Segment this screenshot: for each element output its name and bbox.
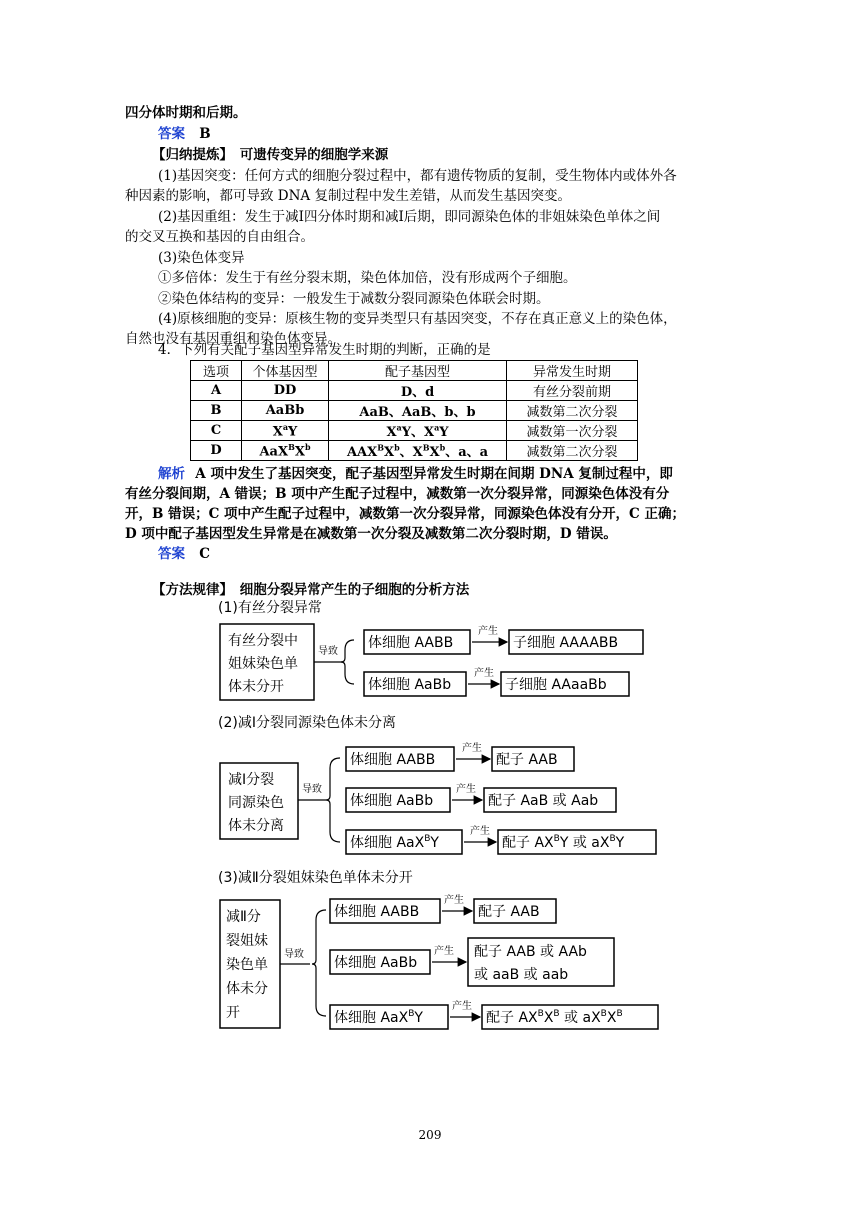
result-label: 或 aaB 或 aab bbox=[474, 967, 569, 983]
cause-line: 裂姐妹 bbox=[226, 933, 268, 949]
question-4: 4．下列有关配子基因型异常发生时期的判断，正确的是 bbox=[158, 342, 491, 358]
table-cell: D、d bbox=[329, 381, 507, 401]
cause-line: 减Ⅰ分裂 bbox=[228, 772, 275, 788]
result-label: 子细胞 AAaaBb bbox=[505, 677, 607, 693]
lead-label: 导致 bbox=[302, 784, 322, 795]
text-line: (4)原核细胞的变异：原核生物的变异类型只有基因突变，不存在真正意义上的染色体， bbox=[158, 311, 677, 327]
brace bbox=[341, 640, 354, 684]
text-line: (2)基因重组：发生于减Ⅰ四分体时期和减Ⅰ后期，即同源染色体的非姐妹染色单体之间 bbox=[158, 209, 661, 225]
table-cell: DD bbox=[242, 381, 329, 401]
table-header: 选项 bbox=[191, 361, 242, 381]
table-cell: 减数第二次分裂 bbox=[507, 401, 638, 421]
body-cell-label: 体细胞 AaBb bbox=[334, 955, 418, 971]
diagram-2-title: (2)减Ⅰ分裂同源染色体未分离 bbox=[218, 715, 396, 731]
answer-label: 答案 bbox=[158, 546, 185, 562]
text-line: 有丝分裂间期，A 错误；B 项中产生配子过程中，减数第一次分裂异常，同源染色体没有分 bbox=[125, 486, 670, 502]
produce-label: 产生 bbox=[434, 946, 454, 957]
body-cell-label: 体细胞 AaX$^B$Y bbox=[334, 1009, 423, 1026]
result-label: 配子 AAB bbox=[496, 752, 558, 768]
analysis-text: A 项中发生了基因突变，配子基因型异常发生时期在间期 DNA 复制过程中，即 bbox=[195, 466, 673, 482]
table-cell: C bbox=[191, 421, 242, 441]
text-line: ①多倍体：发生于有丝分裂末期，染色体加倍，没有形成两个子细胞。 bbox=[158, 270, 577, 286]
produce-label: 产生 bbox=[462, 743, 482, 754]
cause-line: 体未分离 bbox=[228, 818, 284, 834]
table-cell: AaBb bbox=[242, 401, 329, 421]
table-cell: $AaX^BX^b$ bbox=[242, 441, 329, 461]
table-cell: 减数第一次分裂 bbox=[507, 421, 638, 441]
body-cell-label: 体细胞 AaX$^B$Y bbox=[350, 834, 439, 851]
text-line: 开，B 错误；C 项中产生配子过程中，减数第一次分裂异常，同源染色体没有分开，C 正确； bbox=[125, 506, 685, 522]
result-label: 配子 AaB 或 Aab bbox=[488, 793, 599, 809]
body-cell-label: 体细胞 AABB bbox=[350, 752, 436, 768]
text-line: (3)染色体变异 bbox=[158, 250, 245, 266]
table-cell: $X^aY$、$X^aY$ bbox=[329, 421, 507, 441]
page-number: 209 bbox=[418, 1128, 442, 1142]
brace bbox=[312, 910, 326, 1016]
table-header: 个体基因型 bbox=[242, 361, 329, 381]
diagram-1-title: (1)有丝分裂异常 bbox=[218, 600, 322, 616]
table-cell: A bbox=[191, 381, 242, 401]
body-cell-label: 体细胞 AaBb bbox=[350, 793, 434, 809]
result-label: 配子 AAB 或 AAb bbox=[474, 944, 587, 960]
method-title: 【方法规律】 细胞分裂异常产生的子细胞的分析方法 bbox=[152, 582, 470, 598]
cause-line: 减Ⅱ分 bbox=[226, 909, 261, 925]
table-header: 异常发生时期 bbox=[507, 361, 638, 381]
table-cell: AaB、AaB、b、b bbox=[329, 401, 507, 421]
answer-value: C bbox=[199, 546, 211, 562]
lead-label: 导致 bbox=[318, 646, 338, 657]
cause-line: 体未分 bbox=[226, 981, 268, 997]
brace bbox=[326, 758, 340, 842]
table-cell: D bbox=[191, 441, 242, 461]
produce-label: 产生 bbox=[452, 1001, 472, 1012]
produce-label: 产生 bbox=[470, 826, 490, 837]
summary-title: 【归纳提炼】 可遗传变异的细胞学来源 bbox=[152, 147, 389, 163]
cause-line: 开 bbox=[226, 1005, 240, 1021]
table-cell: 有丝分裂前期 bbox=[507, 381, 638, 401]
text-line: ②染色体结构的变异：一般发生于减数分裂同源染色体联会时期。 bbox=[158, 291, 550, 307]
body-cell-label: 体细胞 AABB bbox=[368, 635, 454, 651]
table-cell: 减数第二次分裂 bbox=[507, 441, 638, 461]
answer-label: 答案 bbox=[158, 126, 185, 142]
cause-line: 染色单 bbox=[226, 957, 268, 973]
lead-label: 导致 bbox=[284, 949, 304, 960]
result-label: 子细胞 AAAABB bbox=[513, 635, 619, 651]
body-cell-label: 体细胞 AaBb bbox=[368, 677, 452, 693]
text-line: 种因素的影响，都可导致 DNA 复制过程中发生差错，从而发生基因突变。 bbox=[125, 188, 571, 204]
diagram-3-title: (3)减Ⅱ分裂姐妹染色单体未分开 bbox=[218, 870, 413, 886]
text-line: (1)基因突变：任何方式的细胞分裂过程中，都有遗传物质的复制，受生物体内或体外各 bbox=[158, 168, 677, 184]
analysis-label: 解析 bbox=[158, 466, 185, 482]
result-label: 配子 $AX^BY$ 或 $aX^BY$ bbox=[502, 834, 625, 851]
cause-line: 姐妹染色单 bbox=[228, 656, 298, 672]
text-line: 自然也没有基因重组和染色体变异。 bbox=[125, 331, 341, 347]
table-cell: $AAX^BX^b$、$X^BX^b$、a、a bbox=[329, 441, 507, 461]
cause-line: 同源染色 bbox=[228, 795, 284, 811]
produce-label: 产生 bbox=[444, 895, 464, 906]
text-line: 四分体时期和后期。 bbox=[125, 105, 247, 121]
produce-label: 产生 bbox=[474, 668, 494, 679]
cause-line: 体未分开 bbox=[228, 679, 284, 695]
cause-line: 有丝分裂中 bbox=[228, 633, 298, 649]
text-line: D 项中配子基因型发生异常是在减数第一次分裂及减数第二次分裂时期，D 错误。 bbox=[125, 526, 617, 542]
result-label: 配子 $AX^BX^B$ 或 $aX^BX^B$ bbox=[486, 1009, 623, 1026]
result-label: 配子 AAB bbox=[478, 904, 540, 920]
table-header: 配子基因型 bbox=[329, 361, 507, 381]
text-line: 的交叉互换和基因的自由组合。 bbox=[125, 229, 314, 245]
body-cell-label: 体细胞 AABB bbox=[334, 904, 420, 920]
produce-label: 产生 bbox=[478, 626, 498, 637]
produce-label: 产生 bbox=[456, 784, 476, 795]
table-cell: B bbox=[191, 401, 242, 421]
table-cell: $X^aY$ bbox=[242, 421, 329, 441]
answer-value: B bbox=[199, 126, 211, 142]
